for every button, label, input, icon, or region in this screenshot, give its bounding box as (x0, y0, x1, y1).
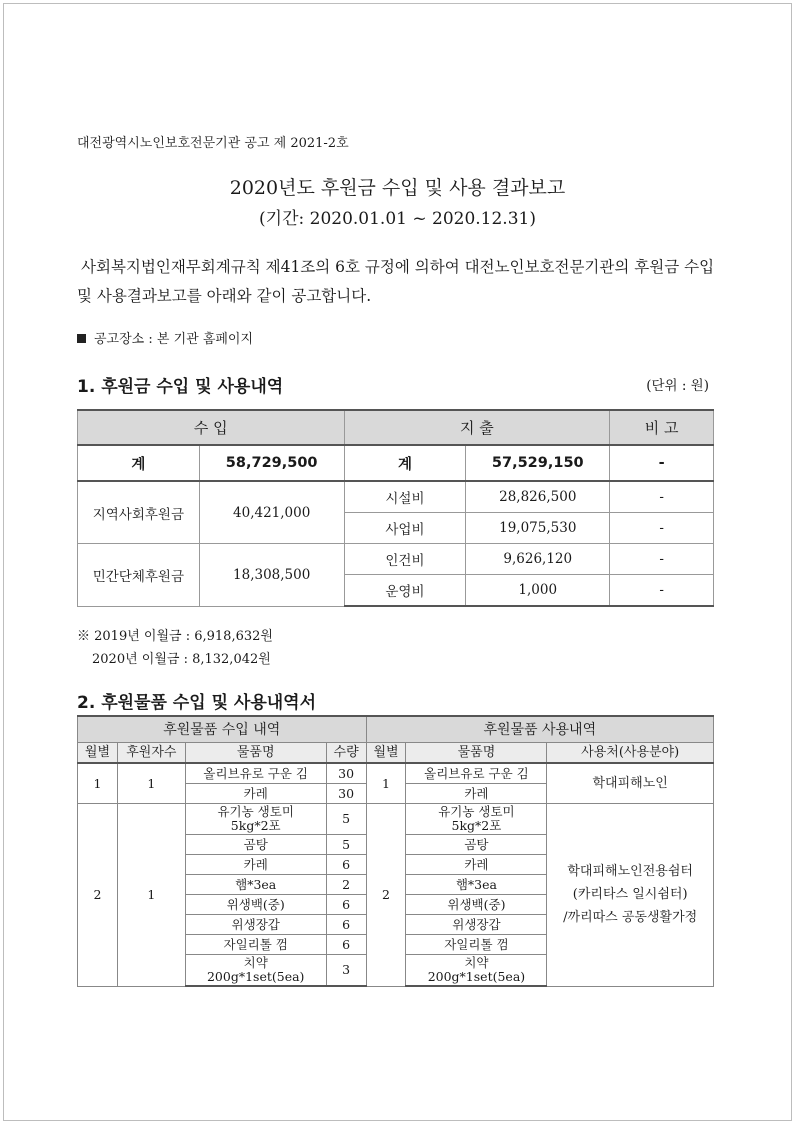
expense-remark: - (610, 513, 714, 544)
expense-amount: 19,075,530 (466, 513, 610, 544)
income-name: 지역사회후원금 (78, 481, 200, 544)
expense-name: 인건비 (344, 544, 466, 575)
goods-item-qty: 6 (326, 855, 366, 875)
expense-remark: - (610, 575, 714, 607)
table-row (78, 481, 714, 513)
income-total-label: 계 (78, 445, 200, 481)
goods-item-qty: 30 (326, 763, 366, 784)
goods-use-item-name: 햄*3ea (406, 875, 547, 895)
goods-donor-count: 1 (117, 804, 185, 987)
goods-use-month: 2 (366, 804, 406, 987)
table-row (78, 544, 714, 575)
goods-donor-count: 1 (117, 763, 185, 804)
intro-paragraph: 사회복지법인재무회계규칙 제41조의 6호 규정에 의하여 대전노인보호전문기관의 후원금 수입 및 사용결과보고를 아래와 같이 공고합니다. (77, 258, 715, 305)
goods-item-name: 치약 200g*1set(5ea) (185, 955, 326, 987)
goods-use-item-name: 유기농 생토미 5kg*2포 (406, 804, 547, 835)
goods-use-item-name: 자일리톨 껌 (406, 935, 547, 955)
goods-use-item-name: 올리브유로 구운 김 (406, 763, 547, 784)
expense-name: 시설비 (344, 481, 466, 513)
expense-name: 운영비 (344, 575, 466, 607)
goods-use-item-name: 카레 (406, 855, 547, 875)
section1-title: 1. 후원금 수입 및 사용내역 (77, 377, 284, 397)
goods-use-place: 학대피해노인 (547, 763, 714, 804)
notice-place (77, 328, 253, 347)
income-header: 수 입 (78, 410, 345, 445)
carryover-note-2020: 2020년 이월금 : 8,132,042원 (92, 652, 271, 667)
col-donors: 후원자수 (117, 743, 185, 764)
goods-item-name: 위생백(중) (185, 895, 326, 915)
expense-remark: - (610, 481, 714, 513)
remarks-header: 비 고 (610, 410, 714, 445)
goods-item-name: 올리브유로 구운 김 (185, 763, 326, 784)
carryover-note-2019: ※ 2019년 이월금 : 6,918,632원 (77, 629, 273, 644)
expense-amount: 28,826,500 (466, 481, 610, 513)
goods-use-month: 1 (366, 763, 406, 804)
goods-body (78, 763, 714, 986)
goods-item-qty: 5 (326, 804, 366, 835)
col-use-place: 사용처(사용분야) (547, 743, 714, 764)
expense-total: 57,529,150 (466, 445, 610, 481)
expense-amount: 1,000 (466, 575, 610, 607)
square-bullet-icon (77, 334, 86, 343)
income-name: 민간단체후원금 (78, 544, 200, 607)
goods-item-name: 자일리톨 껌 (185, 935, 326, 955)
unit-label: (단위 : 원) (646, 378, 709, 394)
goods-item-qty: 5 (326, 835, 366, 855)
goods-item-name: 카레 (185, 855, 326, 875)
goods-use-item-name: 카레 (406, 784, 547, 804)
goods-month: 1 (78, 763, 118, 804)
total-remark: - (610, 445, 714, 481)
goods-use-item-name: 위생백(중) (406, 895, 547, 915)
col-item: 물품명 (185, 743, 326, 764)
goods-item-name: 위생장갑 (185, 915, 326, 935)
col-use-month: 월별 (366, 743, 406, 764)
goods-item-name: 유기농 생토미 5kg*2포 (185, 804, 326, 835)
report-period: (기간: 2020.01.01 ~ 2020.12.31) (259, 209, 536, 229)
goods-item-qty: 6 (326, 895, 366, 915)
col-month: 월별 (78, 743, 118, 764)
section2-title: 2. 후원물품 수입 및 사용내역서 (77, 693, 317, 713)
donation-table (77, 409, 714, 607)
goods-header-row (78, 716, 714, 743)
expense-remark: - (610, 544, 714, 575)
goods-use-item-name: 위생장갑 (406, 915, 547, 935)
goods-item-qty: 6 (326, 935, 366, 955)
goods-table (77, 715, 714, 987)
expense-header: 지 출 (344, 410, 610, 445)
goods-month: 2 (78, 804, 118, 987)
page-title: 2020년도 후원금 수입 및 사용 결과보고 (229, 177, 566, 199)
goods-income-header: 후원물품 수입 내역 (78, 716, 367, 743)
income-amount: 18,308,500 (199, 544, 344, 607)
expense-amount: 9,626,120 (466, 544, 610, 575)
notice-number: 대전광역시노인보호전문기관 공고 제 2021-2호 (77, 136, 349, 151)
goods-item-name: 햄*3ea (185, 875, 326, 895)
goods-item-name: 곰탕 (185, 835, 326, 855)
goods-item-qty: 30 (326, 784, 366, 804)
col-use-item: 물품명 (406, 743, 547, 764)
notice-place-text: 공고장소 : 본 기관 홈페이지 (94, 332, 254, 347)
income-amount: 40,421,000 (199, 481, 344, 544)
goods-use-item-name: 치약 200g*1set(5ea) (406, 955, 547, 987)
col-qty: 수량 (326, 743, 366, 764)
goods-item-name: 카레 (185, 784, 326, 804)
total-row (78, 445, 714, 481)
goods-item-qty: 2 (326, 875, 366, 895)
table-row (78, 804, 714, 835)
goods-subheader-row (78, 743, 714, 764)
income-total: 58,729,500 (199, 445, 344, 481)
expense-name: 사업비 (344, 513, 466, 544)
table-row (78, 763, 714, 784)
donation-header-row (78, 410, 714, 445)
goods-use-item-name: 곰탕 (406, 835, 547, 855)
goods-usage-header: 후원물품 사용내역 (366, 716, 713, 743)
expense-total-label: 계 (344, 445, 466, 481)
goods-item-qty: 3 (326, 955, 366, 987)
goods-use-place: 학대피해노인전용쉼터 (카리타스 일시쉼터) /까리따스 공동생활가정 (547, 804, 714, 987)
goods-item-qty: 6 (326, 915, 366, 935)
